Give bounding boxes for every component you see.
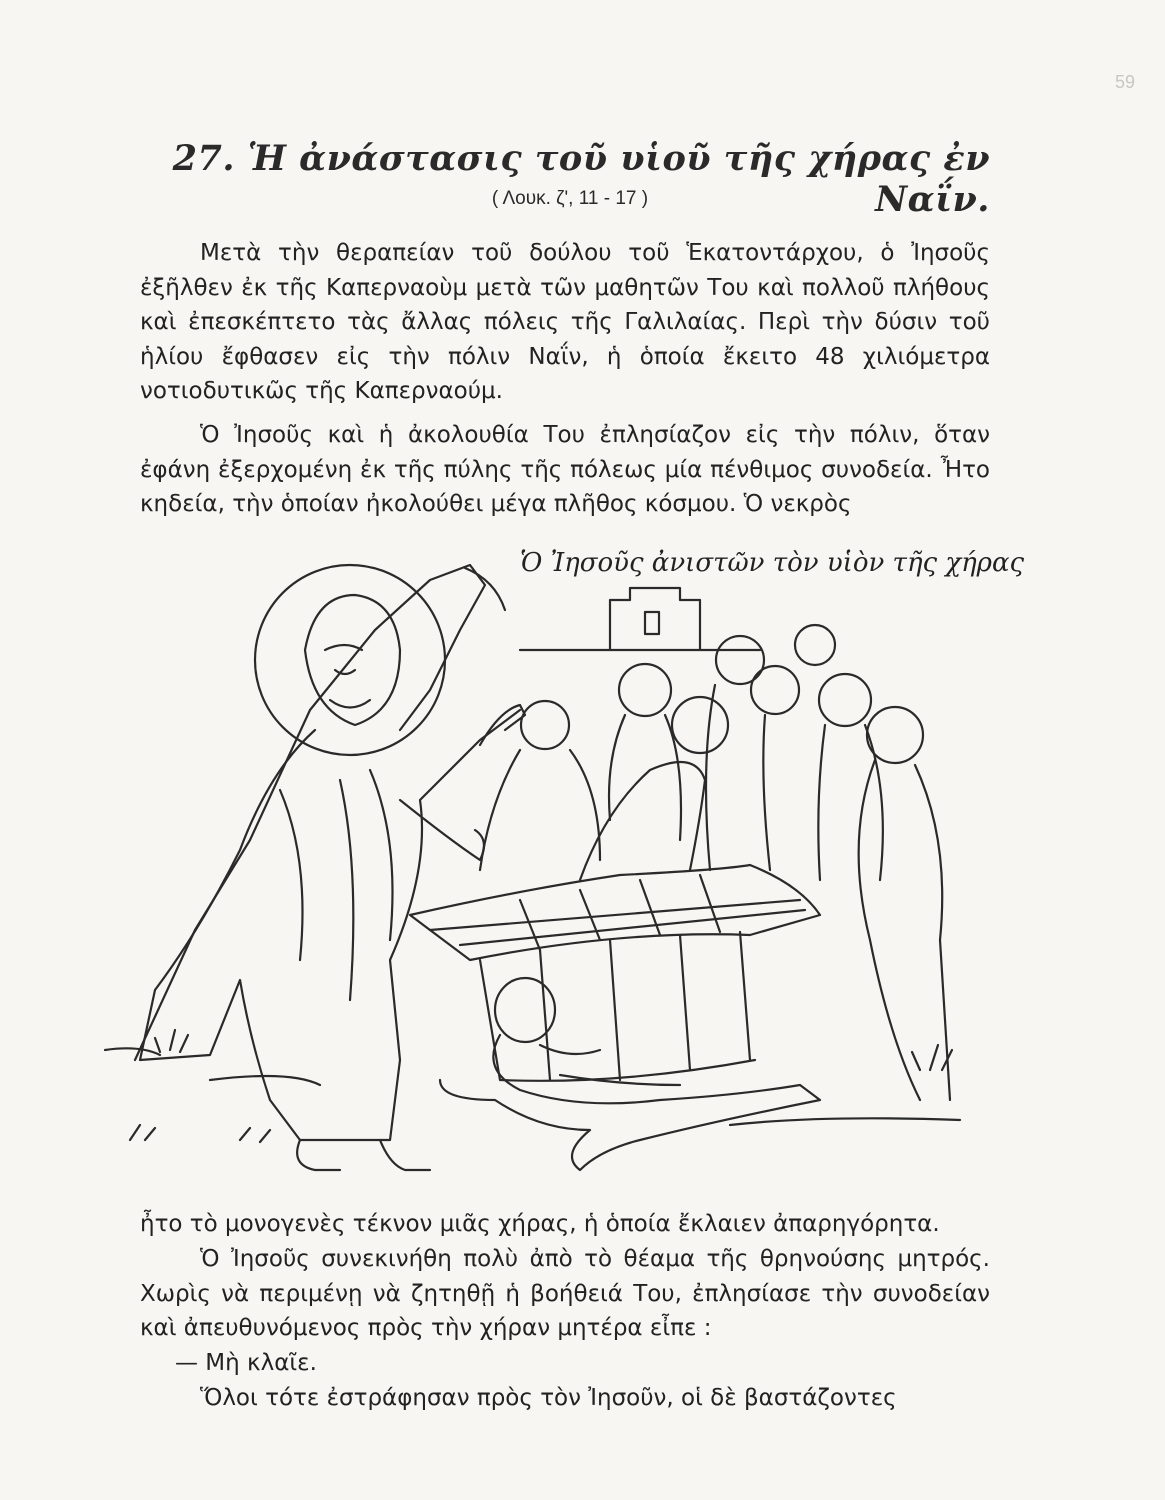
page-number: 59 — [1114, 72, 1135, 92]
scripture-reference: ( Λουκ. ζ', 11 - 17 ) — [491, 188, 649, 209]
widow-body — [440, 1035, 820, 1170]
paragraph-1: Μετὰ τὴν θεραπείαν τοῦ δούλου τοῦ Ἑκατοντάρχου, ὁ Ἰησοῦς ἐξῆλθεν ἐκ τῆς Καπερναοὺμ μετὰ τῶν μαθητῶν Του καὶ πολλοῦ πλήθους καὶ ἐπεσκέπτετο τὰς ἄλλας πόλεις τῆς Γαλιλαίας. Περὶ τὴν δύσιν τοῦ ἡλίου ἔφθασεν εἰς τὴν πόλιν Ναΐν, ἡ ὁποία ἔκειτο 48 χιλιόμετρα νοτιοδυτικῶς τῆς Καπερναούμ. — [140, 240, 990, 405]
paragraph-2: Ὁ Ἰησοῦς καὶ ἡ ἀκολουθία Του ἐπλησίαζον εἰς τὴν πόλιν, ὅταν ἐφάνη ἐξερχομένη ἐκ τῆς πύλης τῆς πόλεως μία πένθιμος συνοδεία. Ἦτο κηδεία, τὴν ὁποίαν ἠκολούθει μέγα πλῆθος κόσμου. Ὁ νεκρὸς — [140, 422, 990, 518]
widow-head — [495, 978, 555, 1042]
continuation-paragraph-3: Ὅλοι τότε ἐστράφησαν πρὸς τὸν Ἰησοῦν, οἱ δὲ βαστάζοντες — [200, 1385, 897, 1411]
jesus-head — [305, 595, 400, 725]
mourner-head — [795, 625, 835, 665]
mourner-head — [619, 664, 671, 716]
mourner-head — [716, 636, 764, 684]
continuation-paragraph-2: Ὁ Ἰησοῦς συνεκινήθη πολὺ ἀπὸ τὸ θέαμα τῆς θρηνούσης μητρός. Χωρὶς νὰ περιμένῃ νὰ ζητηθῇ ἡ βοήθειά Του, ἐπλησίασε τὴν συνοδείαν καὶ ἀπευθυνόμενος πρὸς τὴν χήραν μητέρα εἶπε : — [140, 1246, 990, 1342]
mourner-head — [521, 701, 569, 749]
mourner-head — [751, 666, 799, 714]
mourner-head — [819, 674, 871, 726]
chapter-number: 27. — [172, 138, 236, 179]
son-body — [580, 762, 705, 880]
continuation-line-1: ἦτο τὸ μονογενὲς τέκνον μιᾶς χήρας, ἡ ὁποία ἔκλαιεν ἀπαρηγόρητα. — [140, 1211, 940, 1237]
illustration-caption: Ὁ Ἰησοῦς ἀνιστῶν τὸν υἱὸν τῆς χήρας — [520, 548, 1025, 578]
chapter-title-text: Ἡ ἀνάστασις τοῦ υἱοῦ τῆς χήρας ἐν Ναΐν. — [247, 138, 990, 220]
bier — [410, 865, 820, 960]
mourner-head — [867, 707, 923, 763]
son-head — [672, 697, 728, 753]
icon-drawing-raising-of-widows-son — [100, 540, 970, 1190]
mountain-outline — [135, 565, 485, 1060]
dialogue-line: — Μὴ κλαῖε. — [175, 1350, 317, 1376]
